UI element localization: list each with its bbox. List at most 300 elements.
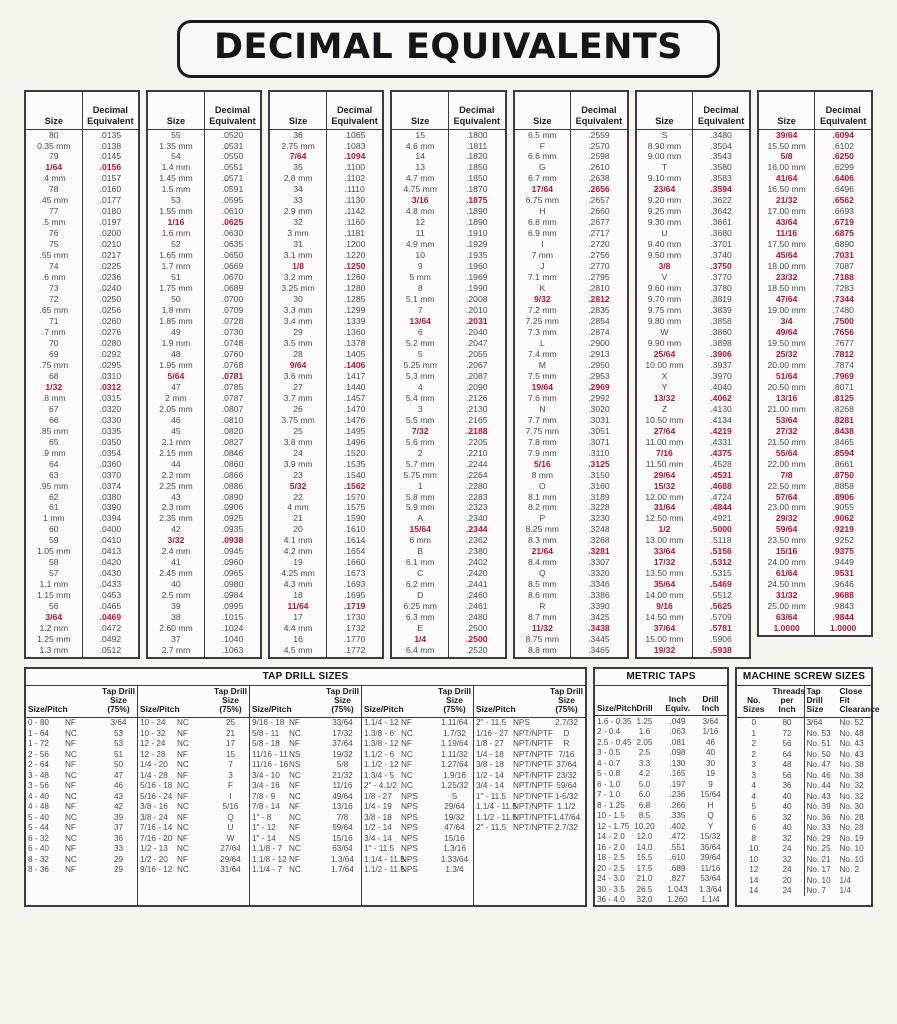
table-row [474, 823, 585, 834]
decimal-cell: .6299 [832, 162, 854, 173]
size-pitch-cell: 3/8 - 18 [364, 812, 392, 822]
size-cell: 19/64 [515, 382, 571, 393]
decimal-cell: .1065 [343, 129, 366, 140]
size-cell: 2.75 mm [270, 141, 326, 152]
decimal-cell: .1250 [343, 261, 366, 272]
tap-drill-size-cell: 1-5/32 [554, 791, 579, 801]
size-cell: 15/64 [392, 525, 448, 536]
table-row [270, 580, 382, 591]
size-cell: 3.7 mm [270, 393, 326, 404]
table-row [515, 130, 627, 141]
size-cell: 9.30 mm [637, 218, 693, 229]
table-row [26, 371, 138, 382]
size-pitch-cell: 30 - 3.5 [597, 884, 625, 894]
decimal-cell: .2795 [588, 272, 610, 283]
size-pitch-cell: 1/8 - 27 [476, 739, 504, 749]
size-cell: 6.6 mm [515, 152, 571, 163]
decimal-cell: .1890 [466, 217, 488, 228]
screw-no-cell: 5 [751, 802, 757, 812]
size-cell: 52 [148, 240, 204, 251]
size-cell: 20 [270, 525, 326, 536]
size-cell: 27/64 [637, 426, 693, 437]
size-cell: 5.3 mm [392, 371, 448, 382]
table-row [148, 624, 260, 635]
size-cell: 13.00 mm [637, 536, 693, 547]
decimal-cell: .0197 [99, 217, 122, 228]
tap-drill-size-cell: F [227, 781, 233, 791]
size-pitch-cell: 3/4 - 10 [252, 770, 280, 780]
tap-drill-size-cell: 1.25/32 [440, 781, 469, 791]
size-pitch-cell: 1" - 14 [252, 833, 276, 843]
thread-series-cell: NPT/NPTF [513, 770, 554, 780]
size-cell: 2.8 mm [270, 174, 326, 185]
table-row [759, 591, 871, 602]
table-row [515, 492, 627, 503]
table-row [148, 349, 260, 360]
table-row [270, 536, 382, 547]
decimal-cell: .9844 [832, 612, 854, 623]
decimal-cell: .7480 [832, 305, 854, 316]
size-cell: 3/64 [26, 613, 82, 624]
table-row [637, 536, 749, 547]
size-cell: 2.3 mm [148, 503, 204, 514]
size-cell: 13.50 mm [637, 569, 693, 580]
threads-per-inch-cell: 40 [782, 823, 792, 833]
decimal-cell: .3580 [710, 162, 732, 173]
table-row [148, 525, 260, 536]
table-row [515, 295, 627, 306]
table-row [392, 371, 504, 382]
size-cell: 8.4 mm [515, 558, 571, 569]
decimal-cell: .9062 [832, 513, 854, 524]
decimal-cell: .0354 [99, 447, 122, 458]
drill-cell: 1.25 [636, 716, 653, 726]
tap-drill-size-cell: 1.11/64 [441, 718, 468, 728]
decimal-cell: .1654 [343, 546, 366, 557]
decimal-cell: .1495 [343, 425, 366, 436]
tap-drill-size-cell: 51 [113, 749, 124, 759]
decimal-cell: .1470 [343, 403, 366, 414]
drill-cell: 2.05 [636, 737, 653, 747]
table-row [759, 580, 871, 591]
size-cell: 51 [148, 273, 204, 284]
col-header-threads-per-inch: Threads per Inch [771, 686, 805, 717]
size-cell: 12 [392, 218, 448, 229]
size-pitch-cell: 1/4 - 28 [140, 770, 168, 780]
drill-inch-cell: 46 [705, 737, 716, 747]
thread-series-cell: NPT/NPTF [513, 728, 554, 738]
size-cell: 7.7 mm [515, 415, 571, 426]
thread-series-cell: NC [177, 823, 189, 833]
thread-series-cell: NF [177, 749, 188, 759]
decimal-cell: .0145 [99, 151, 122, 162]
size-cell: 2 [392, 448, 448, 459]
table-row [515, 360, 627, 371]
decimal-cell: .3438 [588, 623, 610, 634]
size-cell: 21/64 [515, 547, 571, 558]
tap-drill-size-cell: 19/32 [444, 812, 465, 822]
drill-inch-cell: 15/64 [700, 790, 721, 800]
size-cell: 67 [26, 404, 82, 415]
tap-drill-size-cell: No. 46 [804, 770, 838, 781]
size-cell: 9.75 mm [637, 306, 693, 317]
decimal-cell: .1673 [343, 568, 366, 579]
table-row [362, 802, 473, 813]
decimal-cell: .0276 [99, 326, 122, 337]
table-row [474, 739, 585, 750]
thread-series-cell: NPS [401, 833, 418, 843]
decimal-cell: .1772 [343, 645, 366, 656]
decimal-cell: .0635 [221, 239, 244, 250]
decimal-cell: .8125 [832, 392, 854, 403]
table-row [759, 459, 871, 470]
size-cell: .5 mm [26, 218, 82, 229]
table-row [392, 536, 504, 547]
table-row [759, 569, 871, 580]
decimal-cell: .2610 [588, 162, 610, 173]
decimal-cell: .2520 [466, 645, 488, 656]
size-cell: 25 [270, 426, 326, 437]
decimal-cell: .2500 [466, 623, 488, 634]
tap-drill-size-cell: 17/32 [332, 728, 353, 738]
table-row [637, 262, 749, 273]
decimal-cell: .0413 [99, 546, 122, 557]
size-pitch-cell: 12 - 28 [140, 749, 166, 759]
table-row [270, 174, 382, 185]
table-row [148, 327, 260, 338]
table-row [270, 152, 382, 163]
size-cell: 3.9 mm [270, 459, 326, 470]
size-cell: 80 [26, 130, 82, 141]
decimal-cell: .0312 [99, 381, 122, 392]
tap-drill-size-cell: 53 [113, 728, 124, 738]
table-row [148, 426, 260, 437]
table-row [26, 865, 137, 876]
decimal-cell: .3110 [588, 447, 610, 458]
table-row [148, 273, 260, 284]
size-cell: 56 [26, 602, 82, 613]
size-pitch-cell: 1.1/2 - 11.5 [364, 865, 405, 875]
decimal-cell: .1280 [343, 283, 366, 294]
table-row [26, 492, 138, 503]
col-header-decimal-equivalent: Decimal Equivalent [571, 92, 627, 130]
table-row [26, 770, 137, 781]
size-cell: 16.00 mm [759, 163, 815, 174]
decimal-cell: .0550 [221, 151, 244, 162]
table-row [148, 503, 260, 514]
thread-series-cell: NF [177, 770, 188, 780]
size-pitch-cell: 7/8 - 9 [252, 791, 276, 801]
table-row [270, 185, 382, 196]
decimal-cell: .5512 [710, 590, 732, 601]
decimal-cell: .1850 [466, 162, 488, 173]
col-header-size: Size [637, 92, 693, 130]
size-cell: K [515, 284, 571, 295]
size-cell: 5/32 [270, 481, 326, 492]
table-row [270, 196, 382, 207]
decimal-cell: .1570 [343, 491, 366, 502]
tap-drill-size-cell: 2.7/32 [555, 718, 578, 728]
table-row [270, 229, 382, 240]
thread-series-cell: NF [65, 760, 76, 770]
size-cell: 5.1 mm [392, 295, 448, 306]
table-row [26, 624, 138, 635]
tap-drill-size-cell: 53 [113, 739, 124, 749]
size-cell: 43 [148, 492, 204, 503]
decimal-cell: .0689 [221, 283, 244, 294]
decimal-cell: .0595 [221, 195, 244, 206]
decimal-cell: .0360 [99, 458, 122, 469]
table-row [270, 306, 382, 317]
size-cell: 19/32 [637, 646, 693, 657]
size-pitch-cell: 1.1/4 - 12 [364, 718, 399, 728]
table-row [637, 415, 749, 426]
thread-series-cell: NF [65, 802, 76, 812]
col-header-size: Size [759, 92, 815, 130]
table-row [392, 503, 504, 514]
size-pitch-cell: 8 - 1.25 [597, 800, 625, 810]
tap-drill-size-cell: No. 43 [804, 791, 838, 802]
table-row [474, 749, 585, 760]
drill-inch-cell: 11/16 [700, 863, 721, 873]
size-pitch-cell: 3 - 0.5 [597, 748, 621, 758]
table-row [637, 141, 749, 152]
size-cell: 2.05 mm [148, 404, 204, 415]
size-pitch-cell: 8 - 32 [28, 854, 49, 864]
size-cell: 30 [270, 295, 326, 306]
tap-drill-sizes-title: TAP DRILL SIZES [26, 669, 585, 687]
decimal-cell: .0820 [221, 425, 244, 436]
decimal-cell: .7969 [832, 370, 854, 381]
tap-drill-size-cell: 1.33/64 [440, 854, 469, 864]
tap-drill-sizes-body [26, 686, 585, 905]
table-row [637, 251, 749, 262]
size-cell: 66 [26, 415, 82, 426]
screw-no-cell: 6 [751, 812, 757, 822]
inch-equiv-cell: .335 [669, 811, 686, 821]
decimal-cell: .7812 [832, 348, 854, 359]
size-cell: 7 [392, 306, 448, 317]
table-row [637, 492, 749, 503]
thread-series-cell: NPS [401, 791, 418, 801]
decimal-cell: .0995 [221, 601, 244, 612]
table-row [637, 437, 749, 448]
decimal-cell: .3390 [588, 601, 610, 612]
size-pitch-cell: 1/2 - 20 [140, 854, 168, 864]
table-row [759, 295, 871, 306]
decimal-cell: .0180 [99, 206, 122, 217]
table-row [362, 717, 473, 728]
table-row [138, 760, 249, 771]
decimal-cell: .3583 [710, 173, 732, 184]
table-row [26, 196, 138, 207]
decimal-cell: .9688 [832, 590, 854, 601]
size-cell: 18 [270, 591, 326, 602]
decimal-cell: .0295 [99, 359, 122, 370]
size-cell: 15 [392, 130, 448, 141]
size-cell: 24 [270, 448, 326, 459]
size-cell: 22 [270, 492, 326, 503]
size-pitch-cell: 1/2 - 14 [364, 823, 392, 833]
size-cell: E [392, 624, 448, 635]
thread-series-cell: NF [177, 812, 188, 822]
table-row [392, 163, 504, 174]
tap-drill-size-cell: 33 [113, 844, 124, 854]
decimal-cell: .0925 [221, 513, 244, 524]
table-row [392, 613, 504, 624]
size-cell: 15/16 [759, 547, 815, 558]
size-pitch-cell: 1.1/2 - 12 [364, 760, 399, 770]
table-row [148, 316, 260, 327]
thread-series-cell: NPS [401, 844, 418, 854]
decimal-cell: .1800 [466, 129, 488, 140]
col-header-no-sizes: No. Sizes [737, 686, 771, 717]
decimal-cell: .2913 [588, 348, 610, 359]
size-cell: 23.00 mm [759, 503, 815, 514]
table-row [26, 448, 138, 459]
drill-cell: 2.5 [638, 748, 651, 758]
decimal-cell: .2402 [466, 557, 488, 568]
table-row [474, 812, 585, 823]
size-pitch-cell: 2 - 0.4 [597, 727, 621, 737]
table-row [737, 739, 871, 750]
table-row [759, 536, 871, 547]
size-pitch-cell: 5 - 40 [28, 812, 49, 822]
size-pitch-cell: 12 - 24 [140, 739, 166, 749]
decimal-cell: .9646 [832, 579, 854, 590]
table-row [138, 812, 249, 823]
table-row [148, 613, 260, 624]
size-cell: 6.4 mm [392, 646, 448, 657]
threads-per-inch-cell: 40 [782, 802, 792, 812]
col-header-tap-drill-size: Tap Drill Size (75%) [324, 686, 361, 717]
tap-drill-size-cell: 46 [113, 781, 124, 791]
decimal-cell: .0810 [221, 414, 244, 425]
size-pitch-cell: 4 - 0.7 [597, 758, 621, 768]
decimal-cell: .3661 [710, 217, 732, 228]
col-header-size-pitch: Size/Pitch [250, 686, 324, 717]
decimal-cell: .4134 [710, 414, 732, 425]
thread-series-cell: NC [65, 791, 77, 801]
size-cell: 57 [26, 569, 82, 580]
table-row [637, 327, 749, 338]
metric-taps-title: METRIC TAPS [595, 669, 727, 687]
table-row [26, 426, 138, 437]
tap-drill-size-cell: No. 39 [804, 802, 838, 813]
table-row [270, 624, 382, 635]
table-row [515, 163, 627, 174]
decimal-cell: .0827 [221, 436, 244, 447]
size-cell: 61 [26, 503, 82, 514]
table-row [392, 448, 504, 459]
table-row [595, 853, 727, 864]
decimal-cell: .0591 [221, 184, 244, 195]
table-row [515, 547, 627, 558]
decimal-cell: .2210 [466, 447, 488, 458]
size-cell: 62 [26, 492, 82, 503]
thread-series-cell: NF [177, 833, 188, 843]
table-row [759, 426, 871, 437]
table-row [759, 624, 871, 635]
table-row [270, 448, 382, 459]
size-cell: 3/4 [759, 316, 815, 327]
decimal-cell: .0980 [221, 579, 244, 590]
table-row [362, 865, 473, 876]
table-row [737, 865, 871, 876]
table-row [637, 525, 749, 536]
tap-drill-size-cell: 15/16 [332, 833, 353, 843]
size-cell: 7.6 mm [515, 393, 571, 404]
size-cell: 1.9 mm [148, 338, 204, 349]
thread-series-cell: NC [177, 718, 189, 728]
size-pitch-cell: 10 - 32 [140, 728, 166, 738]
table-row [270, 613, 382, 624]
table-row [474, 781, 585, 792]
table-row [26, 185, 138, 196]
decimal-cell: .2090 [466, 381, 488, 392]
size-cell: 3.3 mm [270, 306, 326, 317]
size-cell: N [515, 404, 571, 415]
decimal-cell: .4040 [710, 381, 732, 392]
size-pitch-cell: 1.1/4 - 7 [252, 865, 283, 875]
table-row [759, 316, 871, 327]
table-row [759, 437, 871, 448]
tap-drill-size-cell: 3 [228, 770, 233, 780]
size-cell: 8.5 mm [515, 580, 571, 591]
decimal-cell: .2244 [466, 458, 488, 469]
tap-drill-table [474, 686, 585, 833]
decimal-equivalents-columns [0, 78, 897, 659]
table-row [250, 760, 361, 771]
table-row [26, 306, 138, 317]
size-cell: 72 [26, 295, 82, 306]
col-header-size-pitch: Size/Pitch [474, 686, 548, 717]
size-cell: 5.25 mm [392, 360, 448, 371]
close-fit-clearance-cell: No. 38 [839, 760, 864, 770]
thread-series-cell: NPT/NPTF [513, 749, 554, 759]
table-row [392, 360, 504, 371]
screw-no-cell: 10 [749, 854, 759, 864]
drill-inch-cell: 39/64 [700, 853, 721, 863]
size-cell: .65 mm [26, 306, 82, 317]
tap-drill-size-cell: 7 [228, 760, 233, 770]
thread-series-cell: NPS [401, 854, 418, 864]
table-row [637, 163, 749, 174]
table-row [270, 547, 382, 558]
threads-per-inch-cell: 24 [782, 865, 792, 875]
table-row [270, 426, 382, 437]
size-cell: Z [637, 404, 693, 415]
close-fit-clearance-cell: 1/4 [839, 886, 851, 896]
table-row [392, 349, 504, 360]
decimal-cell: .1575 [343, 502, 366, 513]
size-cell: .85 mm [26, 426, 82, 437]
decimal-cell: .0984 [221, 590, 244, 601]
table-row [26, 470, 138, 481]
size-pitch-cell: 3/4 - 14 [476, 781, 504, 791]
table-row [270, 130, 382, 141]
table-row [737, 875, 871, 886]
inch-equiv-cell: .130 [669, 758, 686, 768]
size-cell: 78 [26, 185, 82, 196]
table-row [26, 503, 138, 514]
size-cell: 53 [148, 196, 204, 207]
table-row [737, 770, 871, 781]
size-cell: 8.2 mm [515, 503, 571, 514]
table-row [270, 327, 382, 338]
tap-drill-size-cell: 1.47/64 [552, 812, 581, 822]
size-cell: 28 [270, 349, 326, 360]
